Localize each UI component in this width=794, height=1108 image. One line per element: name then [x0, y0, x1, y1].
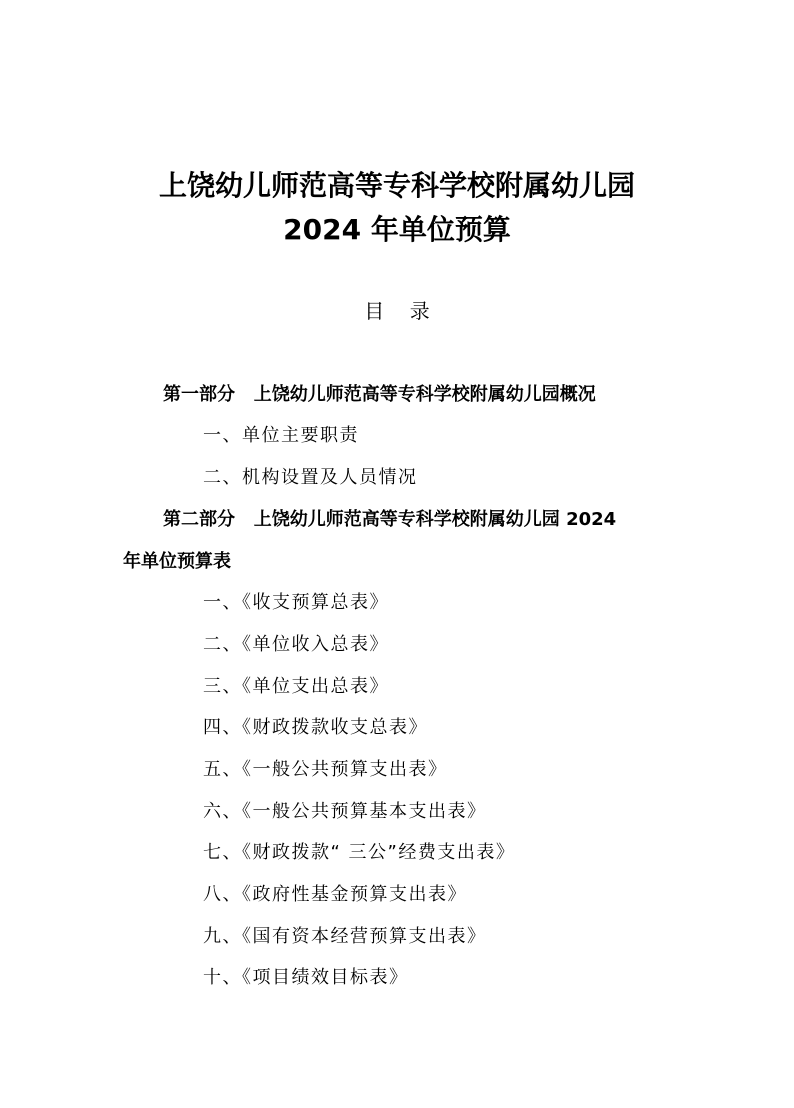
document-title-line2: 2024 年单位预算 — [283, 213, 511, 246]
toc-part2-item-3[interactable]: 三、《单位支出总表》 — [203, 676, 389, 697]
toc-part1-heading[interactable]: 第一部分 上饶幼儿师范高等专科学校附属幼儿园概况 — [163, 384, 596, 405]
toc-part2-item-2[interactable]: 二、《单位收入总表》 — [203, 634, 389, 655]
toc-part1-item-1[interactable]: 一、单位主要职责 — [203, 425, 359, 446]
document-title-line1: 上饶幼儿师范高等专科学校附属幼儿园 — [158, 169, 635, 202]
toc-part2-heading-line1[interactable]: 第二部分 上饶幼儿师范高等专科学校附属幼儿园 2024 — [163, 509, 617, 530]
toc-part2-item-10[interactable]: 十、《项目绩效目标表》 — [203, 967, 409, 988]
toc-part2-item-6[interactable]: 六、《一般公共预算基本支出表》 — [203, 801, 487, 822]
toc-part2-item-5[interactable]: 五、《一般公共预算支出表》 — [203, 759, 448, 780]
toc-part2-item-7[interactable]: 七、《财政拨款“ 三公”经费支出表》 — [203, 842, 516, 863]
toc-part2-item-9[interactable]: 九、《国有资本经营预算支出表》 — [203, 926, 487, 947]
toc-part1-item-2[interactable]: 二、机构设置及人员情况 — [203, 467, 418, 488]
toc-part2-item-8[interactable]: 八、《政府性基金预算支出表》 — [203, 884, 467, 905]
toc-part2-item-4[interactable]: 四、《财政拨款收支总表》 — [203, 717, 428, 738]
toc-part2-heading-line2[interactable]: 年单位预算表 — [123, 551, 231, 572]
toc-part2-item-1[interactable]: 一、《收支预算总表》 — [203, 592, 389, 613]
toc-heading: 目 录 — [364, 299, 430, 323]
